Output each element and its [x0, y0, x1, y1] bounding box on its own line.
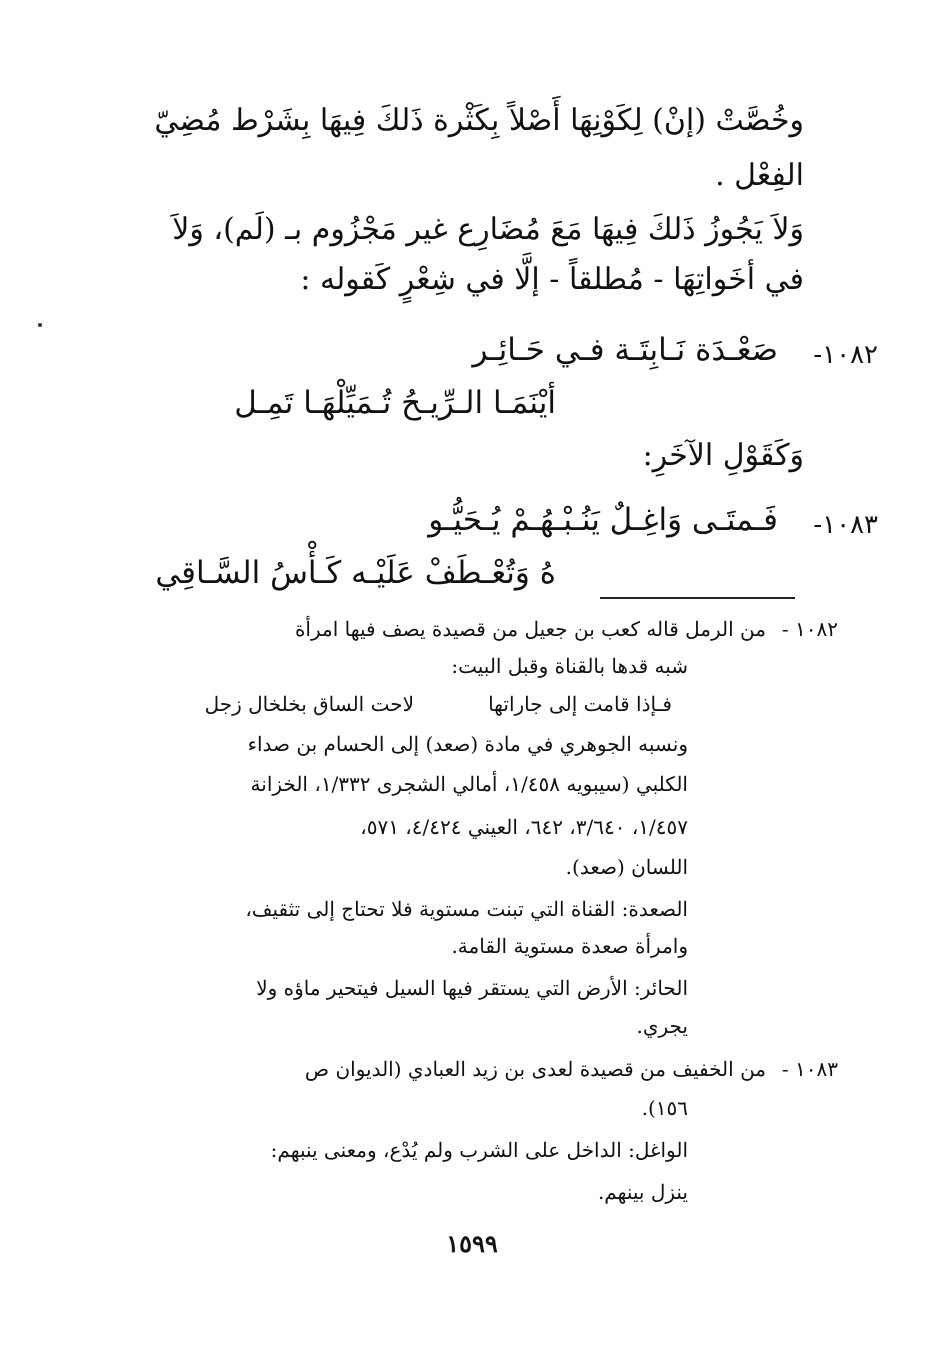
footnote-1082-line-1: من الرمل قاله كعب بن جعيل من قصيدة يصف فيها امرأة: [294, 617, 766, 641]
main-text-line-1: وخُصَّتْ (إنْ) لِكَوْنِهَا أَصْلاً بِكَثْرة ذَلكَ فِيهَا بِشَرْط مُضِيّ: [154, 103, 804, 138]
footnote-1082-line-5: الكلبي (سيبويه ١/٤٥٨، أمالي الشجرى ١/٣٣٢، الخزانة: [250, 772, 688, 796]
footnote-1083-line-3: الواغل: الداخل على الشرب ولم يُدْع، ومعنى ينبهم:: [270, 1138, 688, 1162]
footnote-number-1083: ١٠٨٣ -: [781, 1057, 838, 1081]
stray-dot: [38, 323, 42, 327]
verse-1082-hemistich-2: أيْنَمَـا الـرِّيـحُ تُـمَيِّلْهَـا تَمِـل: [234, 385, 556, 421]
verse-1083-hemistich-2: هُ وَتُعْـطَفْ عَلَيْـه كَـأْسُ السَّـاقِي: [155, 555, 556, 591]
footnote-1082-verse-b: لاحت الساق بخلخال زجل: [204, 692, 414, 716]
verse-number-1083: ١٠٨٣-: [813, 510, 878, 540]
footnote-number-1082: ١٠٨٢ -: [781, 617, 838, 641]
footnote-1082-line-7: اللسان (صعد).: [565, 855, 688, 879]
footnote-separator: [600, 597, 795, 599]
footnote-1082-line-9: وامرأة صعدة مستوية القامة.: [451, 934, 688, 958]
verse-intro-2: وَكَقَوْلِ الآخَرِ:: [642, 438, 804, 473]
footnote-1082-line-2: شبه قدها بالقناة وقبل البيت:: [451, 654, 688, 678]
main-text-line-4: في أخَواتِهَا - مُطلقاً - إلَّا في شِعْرٍ كَقوله :: [300, 262, 804, 297]
footnote-1082-line-8: الصعدة: القناة التي تبنت مستوية فلا تحتاج إلى تثقيف،: [245, 897, 688, 921]
footnote-1083-line-2: ١٥٦).: [641, 1096, 688, 1120]
footnote-1082-line-6: ١/٤٥٧، ٣/٦٤٠، ٦٤٢، العيني ٤/٤٢٤، ٥٧١،: [360, 815, 688, 839]
main-text-line-3: وَلاَ يَجُوزُ ذَلكَ فِيهَا مَعَ مُضَارِع غير مَجْزُوم بـ (لَم)، وَلاَ: [172, 212, 804, 247]
footnote-1082-line-10: الحائر: الأرض التي يستقر فيها السيل فيتحير ماؤه ولا: [256, 976, 688, 1000]
verse-1083-hemistich-1: فَـمتَـى وَاغِـلٌ يَنُـبْـهُـمْ يُـحَيُّـو: [428, 502, 778, 538]
verse-1082-hemistich-1: صَعْـدَة نَـابِتَـة فـي حَـائِـر: [472, 332, 778, 368]
footnote-1083-line-1: من الخفيف من قصيدة لعدى بن زيد العبادي (الديوان ص: [304, 1057, 766, 1081]
main-text-line-2: الفِعْل .: [715, 158, 804, 193]
page-number: ١٥٩٩: [446, 1229, 498, 1258]
verse-number-1082: ١٠٨٢-: [813, 340, 878, 370]
footnote-1083-line-4: ينزل بينهم.: [597, 1180, 688, 1204]
footnote-1082-verse-a: فـإذا قامت إلى جاراتها: [488, 692, 672, 716]
footnote-1082-line-11: يجري.: [636, 1014, 688, 1038]
footnote-1082-line-4: ونسبه الجوهري في مادة (صعد) إلى الحسام بن صداء: [247, 732, 688, 756]
